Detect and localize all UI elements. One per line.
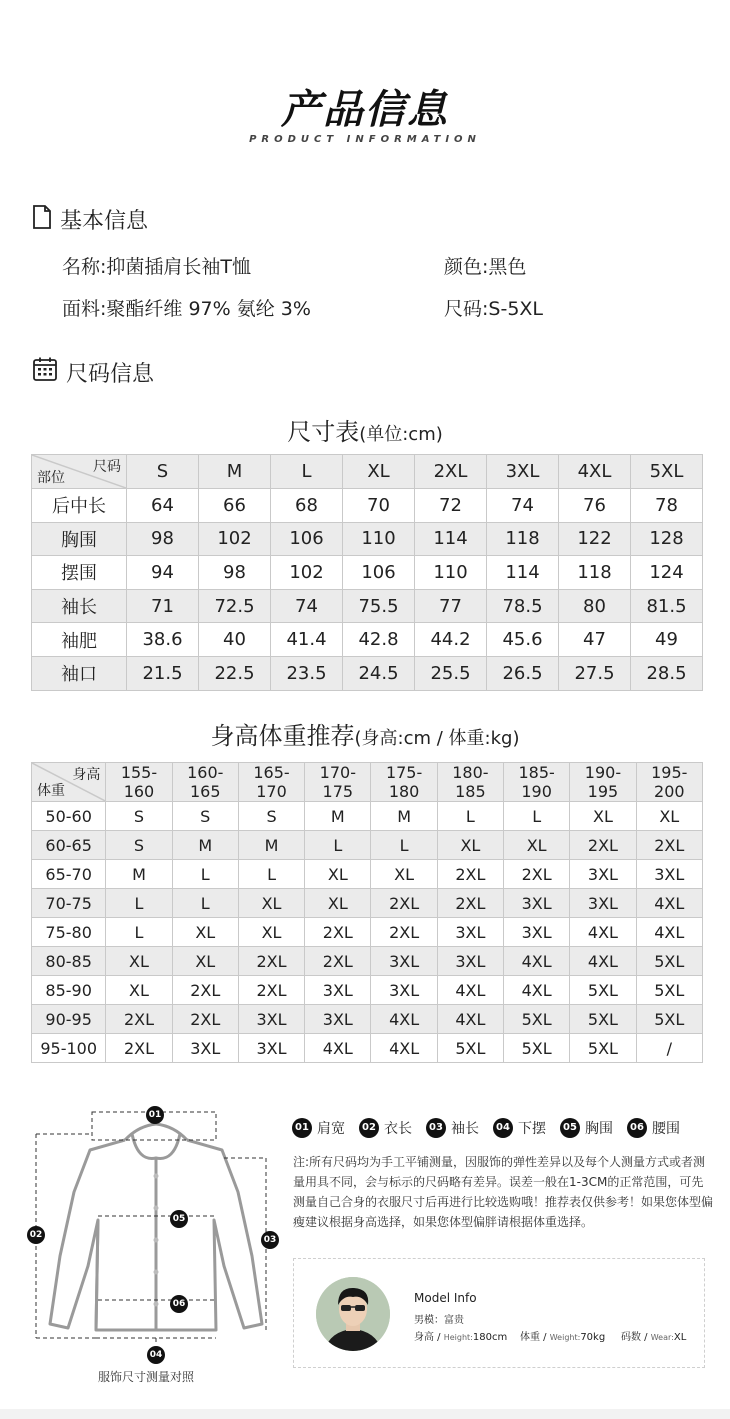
- model-name: 男模：富贵: [414, 1315, 464, 1326]
- legend-item: [493, 1118, 546, 1138]
- size-table-cell: 110: [343, 522, 415, 556]
- legend-label: 衣长: [384, 1121, 412, 1137]
- size-table-header-row: [32, 455, 703, 489]
- recommend-table-row: [32, 831, 703, 860]
- marker-04: 04: [147, 1342, 165, 1364]
- recommend-table-cell: XL: [570, 802, 636, 831]
- size-table-cell: 64: [127, 489, 199, 523]
- recommend-table-cell: 3XL: [371, 976, 437, 1005]
- recommend-table-cell: 2XL: [106, 1034, 172, 1063]
- recommend-table-cell: XL: [106, 947, 172, 976]
- document-icon: [32, 205, 60, 235]
- legend-number: 01: [292, 1118, 312, 1138]
- legend-item: [560, 1118, 613, 1138]
- recommend-table-cell: 5XL: [570, 976, 636, 1005]
- recommend-table-cell: XL: [238, 889, 304, 918]
- basic-info-heading: [32, 204, 148, 235]
- recommend-table-cell: XL: [437, 831, 503, 860]
- legend-number: 02: [359, 1118, 379, 1138]
- size-table-row: [32, 489, 703, 523]
- size-table-col-header: 4XL: [559, 455, 631, 489]
- size-table-cell: 106: [271, 522, 343, 556]
- size-table-cell: 68: [271, 489, 343, 523]
- size-table-row: [32, 589, 703, 623]
- size-table-cell: 77: [415, 589, 487, 623]
- recommend-table-cell: 3XL: [238, 1034, 304, 1063]
- size-info-heading: [32, 356, 154, 388]
- recommend-table-col-header: 165-170: [238, 763, 304, 802]
- size-table-row: [32, 522, 703, 556]
- recommend-table-cell: L: [371, 831, 437, 860]
- size-table-cell: 106: [343, 556, 415, 590]
- size-table-cell: 70: [343, 489, 415, 523]
- recommend-table-corner-top: 身高: [72, 767, 101, 783]
- recommend-table-cell: 3XL: [570, 889, 636, 918]
- recommend-table-row: [32, 1034, 703, 1063]
- recommend-table-cell: 4XL: [570, 918, 636, 947]
- size-table-cell: 41.4: [271, 623, 343, 657]
- size-table-cell: 40: [199, 623, 271, 657]
- size-table-cell: 102: [199, 522, 271, 556]
- legend-number: 06: [627, 1118, 647, 1138]
- marker-01: 01: [146, 1102, 164, 1124]
- size-table-row-label: 胸围: [32, 522, 127, 556]
- size-table-row-label: 后中长: [32, 489, 127, 523]
- recommend-table-cell: L: [106, 889, 172, 918]
- recommend-table-cell: XL: [172, 947, 238, 976]
- bottom-divider: [0, 1409, 730, 1419]
- size-table-col-header: XL: [343, 455, 415, 489]
- size-table-cell: 114: [487, 556, 559, 590]
- page-subtitle: PRODUCT INFORMATION: [249, 134, 481, 145]
- recommend-table-cell: 2XL: [371, 889, 437, 918]
- recommend-table-cell: 4XL: [371, 1034, 437, 1063]
- size-table-cell: 49: [631, 623, 703, 657]
- recommend-table-cell: 4XL: [636, 889, 702, 918]
- recommend-table-cell: 3XL: [238, 1005, 304, 1034]
- size-note: 注:所有尺码均为手工平铺测量，因服饰的弹性差异以及每个人测量方式或者测量用具不同，会与标示的尺码略有差异。误差一般在1-3CM的正常范围，可先测量自己合身的衣服尺寸后再进行比较选购哦！推荐表仅供参考！如果您体型偏瘦建议根据身高选择，如果您体型偏胖请根据体重选择。: [293, 1155, 714, 1229]
- size-table-cell: 24.5: [343, 656, 415, 690]
- recommend-table-cell: 2XL: [636, 831, 702, 860]
- recommend-table-row-label: 70-75: [32, 889, 106, 918]
- size-table-col-header: 3XL: [487, 455, 559, 489]
- recommend-table: [31, 762, 703, 1063]
- recommend-table-cell: S: [172, 802, 238, 831]
- recommend-table-cell: L: [172, 860, 238, 889]
- recommend-table-cell: 5XL: [636, 976, 702, 1005]
- recommend-table-cell: 2XL: [437, 860, 503, 889]
- legend-label: 胸围: [585, 1121, 613, 1137]
- recommend-table-col-header: 175-180: [371, 763, 437, 802]
- recommend-table-cell: 4XL: [636, 918, 702, 947]
- recommend-table-cell: S: [106, 802, 172, 831]
- recommend-table-cell: 4XL: [570, 947, 636, 976]
- recommend-table-cell: 2XL: [106, 1005, 172, 1034]
- recommend-table-row-label: 85-90: [32, 976, 106, 1005]
- size-table-cell: 98: [127, 522, 199, 556]
- recommend-table-row-label: 80-85: [32, 947, 106, 976]
- recommend-table-cell: 3XL: [305, 1005, 371, 1034]
- size-table-cell: 81.5: [631, 589, 703, 623]
- marker-05: 05: [170, 1206, 188, 1228]
- legend-label: 下摆: [518, 1121, 546, 1137]
- recommend-table-title: [0, 716, 730, 751]
- size-table-unit: (单位:cm): [359, 424, 443, 445]
- size-table-cell: 128: [631, 522, 703, 556]
- size-table-col-header: 5XL: [631, 455, 703, 489]
- size-table-col-header: 2XL: [415, 455, 487, 489]
- recommend-table-cell: 3XL: [172, 1034, 238, 1063]
- recommend-table-cell: 2XL: [504, 860, 570, 889]
- recommend-table-cell: 2XL: [172, 1005, 238, 1034]
- recommend-table-cell: L: [437, 802, 503, 831]
- size-table-col-header: L: [271, 455, 343, 489]
- size-table-cell: 42.8: [343, 623, 415, 657]
- legend-label: 肩宽: [317, 1121, 345, 1137]
- size-table-corner-bottom: 部位: [37, 470, 65, 486]
- recommend-table-cell: 4XL: [305, 1034, 371, 1063]
- recommend-table-row: [32, 860, 703, 889]
- size-table-cell: 25.5: [415, 656, 487, 690]
- size-table-cell: 74: [271, 589, 343, 623]
- size-table-row: [32, 556, 703, 590]
- recommend-table-cell: M: [305, 802, 371, 831]
- size-table-title: [0, 412, 730, 447]
- recommend-table-header-row: [32, 763, 703, 802]
- recommend-table-cell: 4XL: [371, 1005, 437, 1034]
- recommend-table-cell: 5XL: [570, 1034, 636, 1063]
- size-table-cell: 98: [199, 556, 271, 590]
- size-table-cell: 23.5: [271, 656, 343, 690]
- recommend-table-cell: 5XL: [504, 1034, 570, 1063]
- recommend-table-cell: 5XL: [636, 947, 702, 976]
- recommend-table-row-label: 90-95: [32, 1005, 106, 1034]
- size-table-cell: 102: [271, 556, 343, 590]
- recommend-table-corner-cell: [32, 763, 106, 802]
- recommend-table-cell: XL: [504, 831, 570, 860]
- size-table-cell: 78.5: [487, 589, 559, 623]
- recommend-table-cell: XL: [636, 802, 702, 831]
- recommend-table-cell: 3XL: [504, 889, 570, 918]
- recommend-table-cell: L: [305, 831, 371, 860]
- recommend-table-cell: XL: [106, 976, 172, 1005]
- recommend-table-cell: L: [504, 802, 570, 831]
- recommend-table-cell: 4XL: [437, 976, 503, 1005]
- recommend-table-row-label: 65-70: [32, 860, 106, 889]
- recommend-table-cell: 2XL: [570, 831, 636, 860]
- size-table-cell: 94: [127, 556, 199, 590]
- legend-item: [426, 1118, 479, 1138]
- recommend-table-row: [32, 889, 703, 918]
- recommend-table-cell: 4XL: [437, 1005, 503, 1034]
- recommend-table-row: [32, 947, 703, 976]
- size-table-cell: 74: [487, 489, 559, 523]
- recommend-table-cell: 2XL: [305, 947, 371, 976]
- recommend-table-cell: XL: [305, 860, 371, 889]
- size-table-corner-top: 尺码: [93, 459, 121, 475]
- size-table-cell: 80: [559, 589, 631, 623]
- recommend-table-row-label: 95-100: [32, 1034, 106, 1063]
- size-table-cell: 76: [559, 489, 631, 523]
- size-info-title: 尺码信息: [66, 361, 155, 387]
- size-table-cell: 28.5: [631, 656, 703, 690]
- recommend-table-title-text: 身高体重推荐: [210, 722, 355, 750]
- page-title: 产品信息: [281, 87, 449, 133]
- recommend-table-cell: 5XL: [504, 1005, 570, 1034]
- size-table-row-label: 袖口: [32, 656, 127, 690]
- size-table-title-text: 尺寸表: [287, 418, 360, 446]
- size-table-cell: 38.6: [127, 623, 199, 657]
- size-table-cell: 44.2: [415, 623, 487, 657]
- recommend-table-cell: M: [371, 802, 437, 831]
- size-table-cell: 47: [559, 623, 631, 657]
- product-size-range: 尺码:S-5XL: [444, 298, 544, 320]
- recommend-table-cell: 2XL: [172, 976, 238, 1005]
- recommend-table-cell: 2XL: [238, 947, 304, 976]
- legend-item: [627, 1118, 680, 1138]
- recommend-table-row: [32, 802, 703, 831]
- recommend-table-cell: 2XL: [371, 918, 437, 947]
- recommend-table-cell: 5XL: [636, 1005, 702, 1034]
- recommend-table-cell: M: [172, 831, 238, 860]
- recommend-table-cell: 5XL: [437, 1034, 503, 1063]
- legend-number: 04: [493, 1118, 513, 1138]
- size-table-row-label: 袖肥: [32, 623, 127, 657]
- size-table-row-label: 袖长: [32, 589, 127, 623]
- product-color: 颜色:黑色: [444, 256, 527, 278]
- recommend-table-row-label: 50-60: [32, 802, 106, 831]
- recommend-table-cell: /: [636, 1034, 702, 1063]
- recommend-table-col-header: 190-195: [570, 763, 636, 802]
- recommend-table-cell: 3XL: [570, 860, 636, 889]
- size-table-row: [32, 656, 703, 690]
- legend-label: 袖长: [451, 1121, 479, 1137]
- size-table-cell: 114: [415, 522, 487, 556]
- size-table-cell: 21.5: [127, 656, 199, 690]
- recommend-table-cell: 2XL: [305, 918, 371, 947]
- recommend-table-cell: 2XL: [437, 889, 503, 918]
- size-table-cell: 27.5: [559, 656, 631, 690]
- recommend-table-row-label: 60-65: [32, 831, 106, 860]
- marker-02: 02: [27, 1222, 45, 1244]
- size-table-col-header: M: [199, 455, 271, 489]
- size-table-corner-cell: [32, 455, 127, 489]
- marker-03: 03: [261, 1227, 279, 1249]
- recommend-table-cell: 3XL: [504, 918, 570, 947]
- recommend-table-cell: S: [238, 802, 304, 831]
- legend-item: [359, 1118, 412, 1138]
- size-table-cell: 72.5: [199, 589, 271, 623]
- basic-info-title: 基本信息: [60, 209, 149, 234]
- recommend-table-col-header: 160-165: [172, 763, 238, 802]
- product-name: 名称:抑菌插肩长袖T恤: [62, 256, 252, 278]
- model-info-card: [293, 1258, 705, 1368]
- size-table-cell: 26.5: [487, 656, 559, 690]
- size-table-cell: 118: [487, 522, 559, 556]
- measure-legend: [292, 1118, 694, 1138]
- legend-number: 05: [560, 1118, 580, 1138]
- recommend-table-cell: 3XL: [437, 918, 503, 947]
- recommend-table-row: [32, 1005, 703, 1034]
- model-avatar: [316, 1277, 390, 1351]
- recommend-table-corner-bottom: 体重: [37, 783, 65, 799]
- recommend-table-cell: 2XL: [238, 976, 304, 1005]
- size-table-cell: 122: [559, 522, 631, 556]
- recommend-table-cell: M: [238, 831, 304, 860]
- product-fabric: 面料:聚酯纤维 97% 氨纶 3%: [62, 298, 311, 320]
- legend-item: [292, 1118, 345, 1138]
- size-table-cell: 45.6: [487, 623, 559, 657]
- recommend-table-col-header: 155-160: [106, 763, 172, 802]
- recommend-table-row: [32, 918, 703, 947]
- recommend-table-cell: 3XL: [371, 947, 437, 976]
- recommend-table-col-header: 170-175: [305, 763, 371, 802]
- recommend-table-cell: 3XL: [437, 947, 503, 976]
- shirt-diagram: [20, 1096, 290, 1364]
- calendar-icon: [32, 356, 66, 388]
- recommend-table-cell: 4XL: [504, 947, 570, 976]
- marker-06: 06: [170, 1291, 188, 1313]
- size-table-cell: 22.5: [199, 656, 271, 690]
- recommend-table-col-header: 185-190: [504, 763, 570, 802]
- size-table-cell: 124: [631, 556, 703, 590]
- recommend-table-unit: (身高:cm / 体重:kg): [354, 728, 520, 749]
- legend-number: 03: [426, 1118, 446, 1138]
- recommend-table-cell: S: [106, 831, 172, 860]
- size-table-col-header: S: [127, 455, 199, 489]
- recommend-table-cell: L: [172, 889, 238, 918]
- recommend-table-row: [32, 976, 703, 1005]
- size-table-cell: 78: [631, 489, 703, 523]
- recommend-table-cell: 3XL: [305, 976, 371, 1005]
- model-height: 身高 / Height:180cm: [414, 1332, 508, 1343]
- recommend-table-cell: 4XL: [504, 976, 570, 1005]
- size-table-cell: 110: [415, 556, 487, 590]
- size-table-cell: 75.5: [343, 589, 415, 623]
- recommend-table-cell: 5XL: [570, 1005, 636, 1034]
- size-table-row: [32, 623, 703, 657]
- recommend-table-col-header: 180-185: [437, 763, 503, 802]
- recommend-table-cell: 3XL: [636, 860, 702, 889]
- recommend-table-cell: XL: [371, 860, 437, 889]
- size-table-cell: 72: [415, 489, 487, 523]
- recommend-table-cell: L: [106, 918, 172, 947]
- size-table-cell: 118: [559, 556, 631, 590]
- size-table-row-label: 摆围: [32, 556, 127, 590]
- recommend-table-cell: XL: [172, 918, 238, 947]
- diagram-caption: 服饰尺寸测量对照: [98, 1370, 195, 1384]
- size-table-cell: 71: [127, 589, 199, 623]
- recommend-table-col-header: 195-200: [636, 763, 702, 802]
- recommend-table-cell: XL: [238, 918, 304, 947]
- recommend-table-cell: L: [238, 860, 304, 889]
- model-wear: 码数 / Wear:XL: [621, 1332, 687, 1343]
- recommend-table-row-label: 75-80: [32, 918, 106, 947]
- model-weight: 体重 / Weight:70kg: [520, 1332, 606, 1343]
- recommend-table-cell: XL: [305, 889, 371, 918]
- model-info-title: Model Info: [414, 1291, 477, 1305]
- recommend-table-cell: M: [106, 860, 172, 889]
- size-table: [31, 454, 703, 691]
- legend-label: 腰围: [652, 1121, 680, 1137]
- size-table-cell: 66: [199, 489, 271, 523]
